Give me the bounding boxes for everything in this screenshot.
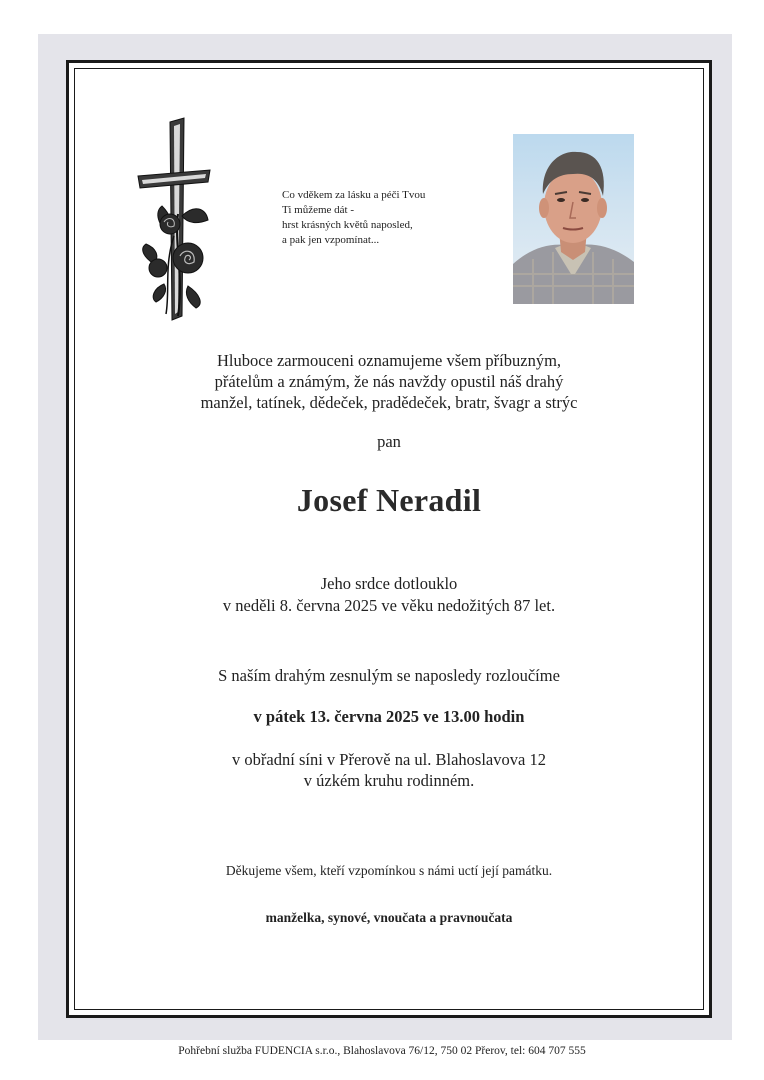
thanks-text: Děkujeme všem, kteří vzpomínkou s námi uctí její památku. [225,863,553,878]
cross-with-roses-icon [134,116,220,326]
portrait-photo [513,134,634,304]
death-notice-line: v neděli 8. června 2025 ve věku nedožitých 87 let. [222,596,556,615]
announcement-text [66,350,712,413]
mourners: manželka, synové, vnoučata a pravnoučata [265,910,513,925]
announcement-line: přátelům a známým, že nás navždy opustil náš drahý [214,372,564,391]
death-notice-line: Jeho srdce dotlouklo [320,574,458,593]
deceased-name: Josef Neradil [296,482,482,518]
poem-line: Ti můžeme dát - [282,204,354,216]
honorific: pan [377,432,401,451]
ceremony-place [66,749,712,791]
announcement-line: manžel, tatínek, dědeček, pradědeček, bratr, švagr a strýc [200,393,578,412]
ceremony-place-line: v obřadní síni v Přerově na ul. Blahoslavova 12 [232,750,546,769]
poem-line: Co vděkem za lásku a péči Tvou [282,189,426,201]
ceremony-place-line: v úzkém kruhu rodinném. [303,771,475,790]
funeral-service-footer: Pohřební služba FUDENCIA s.r.o., Blahoslavova 76/12, 750 02 Přerov, tel: 604 707 555 [178,1045,586,1057]
death-notice [66,573,712,617]
portrait-illustration [513,134,634,304]
ceremony-datetime: v pátek 13. června 2025 ve 13.00 hodin [253,707,525,726]
announcement-line: Hluboce zarmouceni oznamujeme všem příbuzným, [216,351,562,370]
farewell-text: S naším drahým zesnulým se naposledy rozloučíme [218,666,560,685]
poem [282,188,425,248]
poem-line: hrst krásných květů naposled, [282,219,413,231]
poem-line: a pak jen vzpomínat... [282,234,380,246]
